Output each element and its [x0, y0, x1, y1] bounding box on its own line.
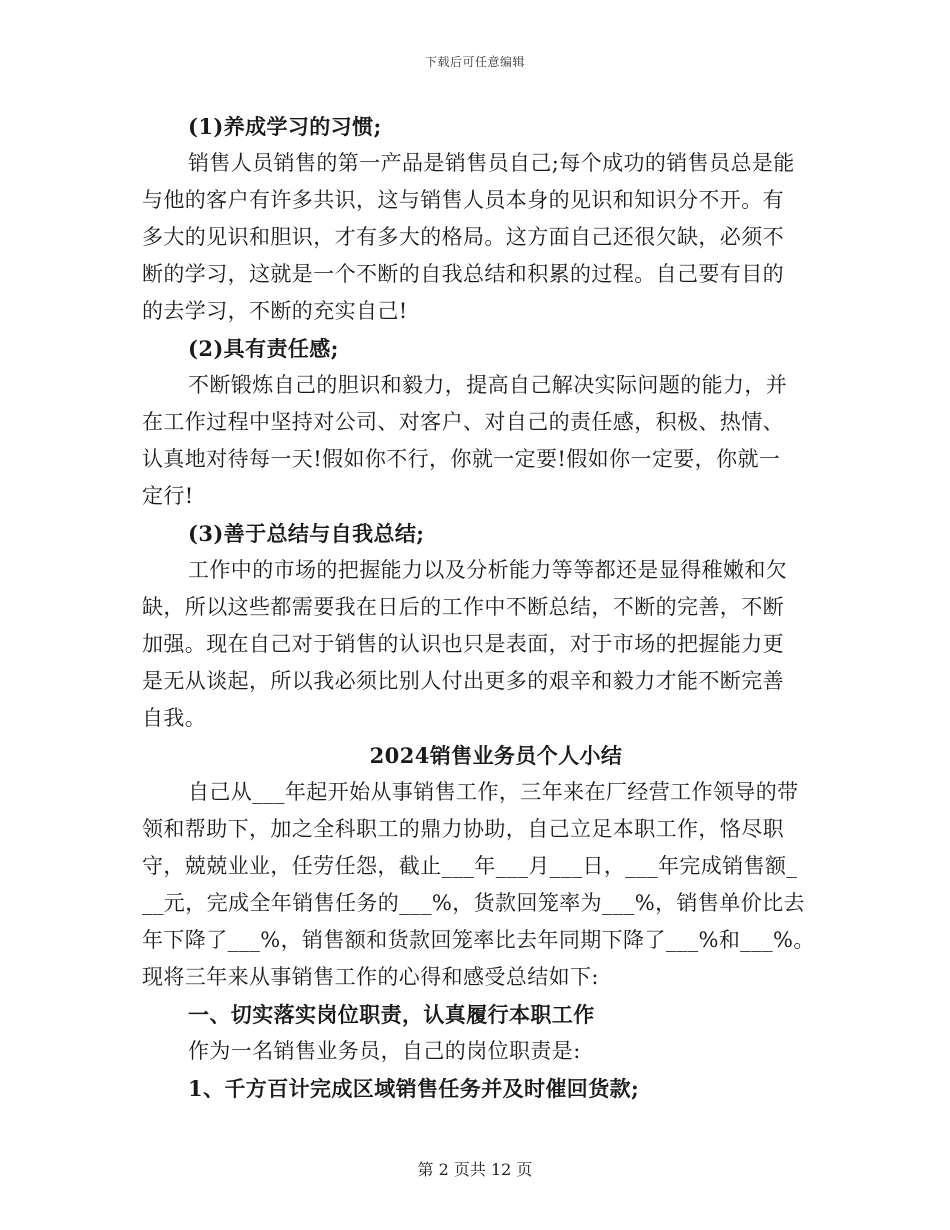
section-heading: 1、千方百计完成区域销售任务并及时催回货款;	[188, 1076, 640, 1101]
body-text-line: 在工作过程中坚持对公司、对客户、对自己的责任感，积极、热情、	[142, 410, 784, 434]
body-text-line: 年下降了___%，销售额和货款回笼率比去年同期下降了___%和___%。	[142, 928, 815, 952]
body-text-line: 多大的见识和胆识，才有多大的格局。这方面自己还很欠缺，必须不	[142, 225, 784, 249]
body-text-line: 是无从谈起，所以我必须比别人付出更多的艰辛和毅力才能不断完善	[142, 669, 784, 693]
section-title: 2024销售业务员个人小结	[369, 743, 623, 768]
body-text-line: 销售人员销售的第一产品是销售员自己;每个成功的销售员总是能	[188, 151, 795, 175]
section-heading: (3)善于总结与自我总结;	[188, 521, 425, 546]
section-heading: (2)具有责任感;	[188, 336, 339, 361]
body-text-line: 缺，所以这些都需要我在日后的工作中不断总结，不断的完善，不断	[142, 595, 784, 619]
body-text-line: 的去学习，不断的充实自己!	[142, 299, 408, 323]
body-text-line: 加强。现在自己对于销售的认识也只是表面，对于市场的把握能力更	[142, 632, 784, 656]
body-text-line: 自己从___年起开始从事销售工作，三年来在厂经营工作领导的带	[188, 780, 799, 804]
page-header: 下载后可任意编辑	[424, 55, 525, 69]
page-footer: 第 2 页共 12 页	[417, 1160, 533, 1179]
section-heading: 一、切实落实岗位职责，认真履行本职工作	[188, 1002, 595, 1027]
body-text-line: 不断锻炼自己的胆识和毅力，提高自己解决实际问题的能力，并	[188, 373, 788, 397]
document-body	[142, 108, 815, 1107]
body-text-line: 与他的客户有许多共识，这与销售人员本身的见识和知识分不开。有	[142, 188, 784, 212]
body-text-line: 认真地对待每一天!假如你不行，你就一定要!假如你一定要，你就一	[142, 447, 781, 471]
body-text-line: 守，兢兢业业，任劳任怨，截止___年___月___日，___年完成销售额_	[142, 854, 798, 878]
body-text-line: 领和帮助下，加之全科职工的鼎力协助，自己立足本职工作，恪尽职	[142, 817, 784, 841]
body-text-line: 定行!	[142, 484, 194, 508]
body-text-line: 自我。	[142, 706, 207, 730]
body-text-line: 作为一名销售业务员，自己的岗位职责是:	[188, 1039, 581, 1063]
section-heading: (1)养成学习的习惯;	[188, 114, 382, 139]
body-text-line: __元，完成全年销售任务的___%，货款回笼率为___%，销售单价比去	[142, 891, 805, 915]
body-text-line: 断的学习，这就是一个不断的自我总结和积累的过程。自己要有目的	[142, 262, 784, 286]
body-text-line: 工作中的市场的把握能力以及分析能力等等都还是显得稚嫩和欠	[188, 558, 788, 582]
body-text-line: 现将三年来从事销售工作的心得和感受总结如下:	[142, 965, 599, 989]
